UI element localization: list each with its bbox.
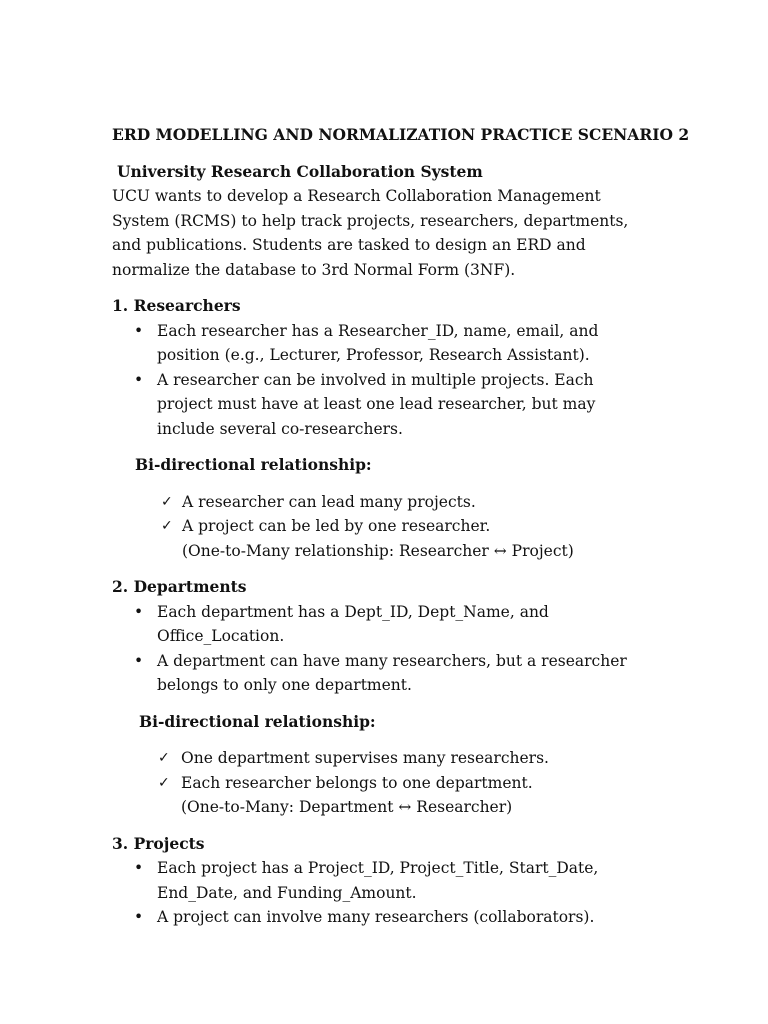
list-item-text: Each researcher has a Researcher_ID, name, email, and position (e.g., Lecturer, Professor, Research Assistant).	[157, 321, 599, 364]
list-item-text: A project can involve many researchers (collaborators).	[157, 908, 595, 926]
projects-bullet-list	[112, 856, 712, 930]
list-item	[112, 600, 652, 649]
document-body	[112, 123, 712, 942]
list-item-text: Each department has a Dept_ID, Dept_Name, and Office_Location.	[157, 602, 549, 645]
bullet-icon: •	[134, 602, 144, 621]
departments-bullet-list	[112, 600, 712, 698]
list-item	[112, 368, 652, 442]
check-item-text: A project can be led by one researcher.	[182, 517, 491, 535]
list-item	[112, 319, 652, 368]
document-title: ERD MODELLING AND NORMALIZATION PRACTICE SCENARIO 2	[112, 125, 690, 144]
checkmark-icon: ✓	[158, 774, 170, 791]
bullet-icon: •	[134, 859, 144, 877]
checkmark-icon: ✓	[161, 518, 173, 534]
researchers-check-list	[112, 490, 712, 539]
bullet-icon: •	[134, 651, 144, 670]
list-item-text: A department can have many researchers, but a researcher belongs to only one department.	[157, 651, 627, 694]
bullet-icon: •	[134, 370, 144, 389]
check-item-text: Each researcher belongs to one department.	[181, 773, 533, 792]
list-item	[112, 905, 652, 930]
check-item-text: A researcher can lead many projects.	[182, 492, 476, 511]
bullet-icon: •	[134, 908, 144, 926]
checkmark-icon: ✓	[161, 493, 173, 510]
section-heading-researchers: 1. Researchers	[112, 296, 241, 315]
check-item	[112, 771, 712, 796]
list-item	[112, 856, 652, 905]
intro-paragraph: UCU wants to develop a Research Collaboration Management System (RCMS) to help track projects, researchers, departments, and publications. Students are tasked to design an ERD and normalize the database to 3rd Normal Form (3NF).	[112, 187, 629, 279]
check-item	[112, 746, 712, 771]
relationship-heading: Bi-directional relationship:	[139, 711, 376, 731]
relationship-note: (One-to-Many: Department ↔ Researcher)	[181, 798, 513, 816]
list-item-text: A researcher can be involved in multiple projects. Each project must have at least one lead researcher, but may include several co-researchers.	[157, 370, 596, 438]
check-item-text: One department supervises many researchers.	[181, 749, 549, 767]
relationship-note: (One-to-Many relationship: Researcher ↔ Project)	[182, 541, 574, 560]
list-item-text: Each project has a Project_ID, Project_Title, Start_Date, End_Date, and Funding_Amount.	[157, 859, 599, 902]
list-item	[112, 649, 652, 698]
bullet-icon: •	[134, 321, 144, 340]
check-item	[112, 490, 712, 515]
section-heading-projects: 3. Projects	[112, 833, 205, 853]
document-subtitle: University Research Collaboration System	[117, 161, 483, 181]
relationship-heading: Bi-directional relationship:	[135, 455, 372, 474]
check-item	[112, 514, 712, 539]
section-heading-departments: 2. Departments	[112, 577, 247, 596]
checkmark-icon: ✓	[158, 750, 170, 766]
departments-check-list	[112, 746, 712, 795]
researchers-bullet-list	[112, 319, 712, 442]
